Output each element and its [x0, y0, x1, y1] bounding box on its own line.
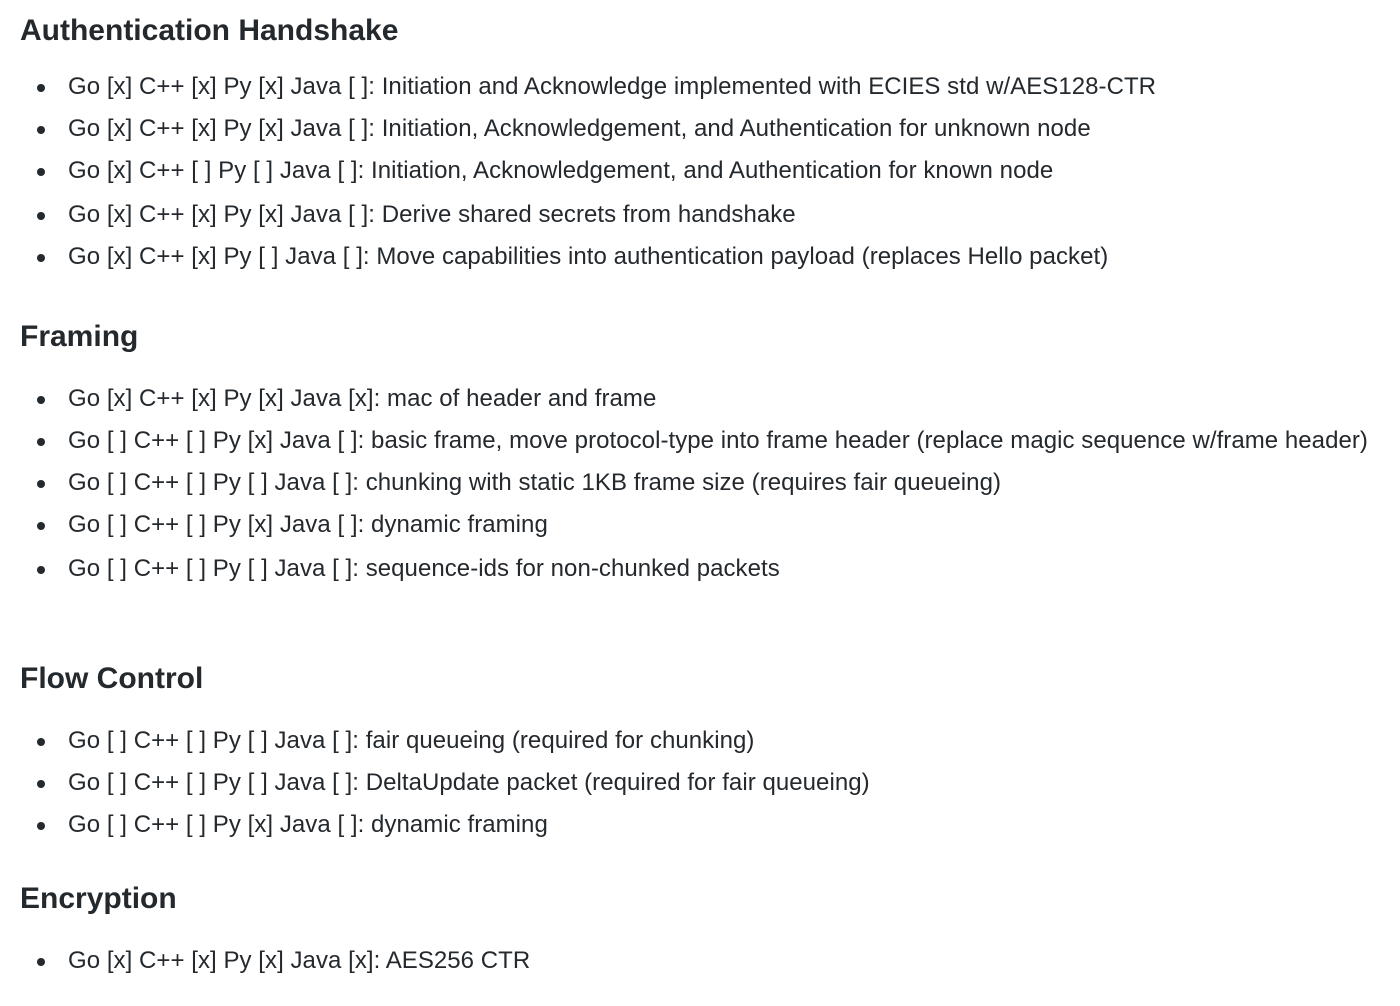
- list-item: [0, 153, 1400, 189]
- bullet-icon: [37, 566, 45, 574]
- list-item-text: Go [x] C++ [x] Py [x] Java [x]: mac of header and frame: [68, 385, 657, 412]
- list-item-text: Go [x] C++ [x] Py [x] Java [x]: AES256 CTR: [68, 947, 531, 974]
- list-item: [0, 723, 1400, 759]
- list-item: [0, 69, 1400, 105]
- list-item: [0, 197, 1400, 233]
- bullet-icon: [37, 738, 45, 746]
- list-item-text: Go [ ] C++ [ ] Py [ ] Java [ ]: fair queueing (required for chunking): [68, 727, 755, 754]
- list-item-text: Go [x] C++ [x] Py [x] Java [ ]: Derive shared secrets from handshake: [68, 201, 796, 228]
- bullet-icon: [37, 438, 45, 446]
- bullet-icon: [37, 958, 45, 966]
- bullet-icon: [37, 780, 45, 788]
- item-list: [0, 381, 1400, 587]
- list-item: [0, 807, 1400, 843]
- item-list: [0, 69, 1400, 275]
- bullet-icon: [37, 522, 45, 530]
- list-item-text: Go [x] C++ [ ] Py [ ] Java [ ]: Initiation, Acknowledgement, and Authentication for known node: [68, 157, 1054, 184]
- list-item-text: Go [ ] C++ [ ] Py [x] Java [ ]: dynamic framing: [68, 511, 548, 538]
- list-item: [0, 381, 1400, 417]
- list-item-text: Go [x] C++ [x] Py [ ] Java [ ]: Move capabilities into authentication payload (replaces Hello packet): [68, 243, 1109, 270]
- section-encryption: [0, 881, 1400, 979]
- list-item-text: Go [x] C++ [x] Py [x] Java [ ]: Initiation and Acknowledge implemented with ECIES std w/AES128-CTR: [68, 73, 1157, 100]
- section-heading: Flow Control: [20, 662, 204, 695]
- list-item: [0, 465, 1400, 501]
- list-item-text: Go [ ] C++ [ ] Py [ ] Java [ ]: DeltaUpdate packet (required for fair queueing): [68, 769, 870, 796]
- section-heading: Framing: [20, 320, 139, 353]
- section-heading: Encryption: [20, 882, 177, 915]
- bullet-icon: [37, 254, 45, 262]
- list-item-text: Go [ ] C++ [ ] Py [x] Java [ ]: dynamic framing: [68, 811, 548, 838]
- bullet-icon: [37, 396, 45, 404]
- section-flow-control: [0, 661, 1400, 843]
- list-item-text: Go [x] C++ [x] Py [x] Java [ ]: Initiation, Acknowledgement, and Authentication for unknown node: [68, 115, 1091, 142]
- list-item: [0, 111, 1400, 147]
- section-authentication-handshake: [0, 13, 1400, 275]
- bullet-icon: [37, 84, 45, 92]
- item-list: [0, 723, 1400, 843]
- bullet-icon: [37, 822, 45, 830]
- section-heading: Authentication Handshake: [20, 14, 399, 47]
- list-item-text: Go [ ] C++ [ ] Py [x] Java [ ]: basic frame, move protocol-type into frame header (replace magic sequence w/frame header): [68, 427, 1368, 454]
- bullet-icon: [37, 126, 45, 134]
- list-item: [0, 423, 1400, 459]
- list-item: [0, 551, 1400, 587]
- list-item: [0, 765, 1400, 801]
- list-item-text: Go [ ] C++ [ ] Py [ ] Java [ ]: sequence-ids for non-chunked packets: [68, 555, 780, 582]
- list-item: [0, 943, 1400, 979]
- item-list: [0, 943, 1400, 979]
- bullet-icon: [37, 212, 45, 220]
- section-framing: [0, 319, 1400, 587]
- bullet-icon: [37, 168, 45, 176]
- bullet-icon: [37, 480, 45, 488]
- list-item: [0, 239, 1400, 275]
- list-item: [0, 507, 1400, 543]
- list-item-text: Go [ ] C++ [ ] Py [ ] Java [ ]: chunking with static 1KB frame size (requires fair queueing): [68, 469, 1002, 496]
